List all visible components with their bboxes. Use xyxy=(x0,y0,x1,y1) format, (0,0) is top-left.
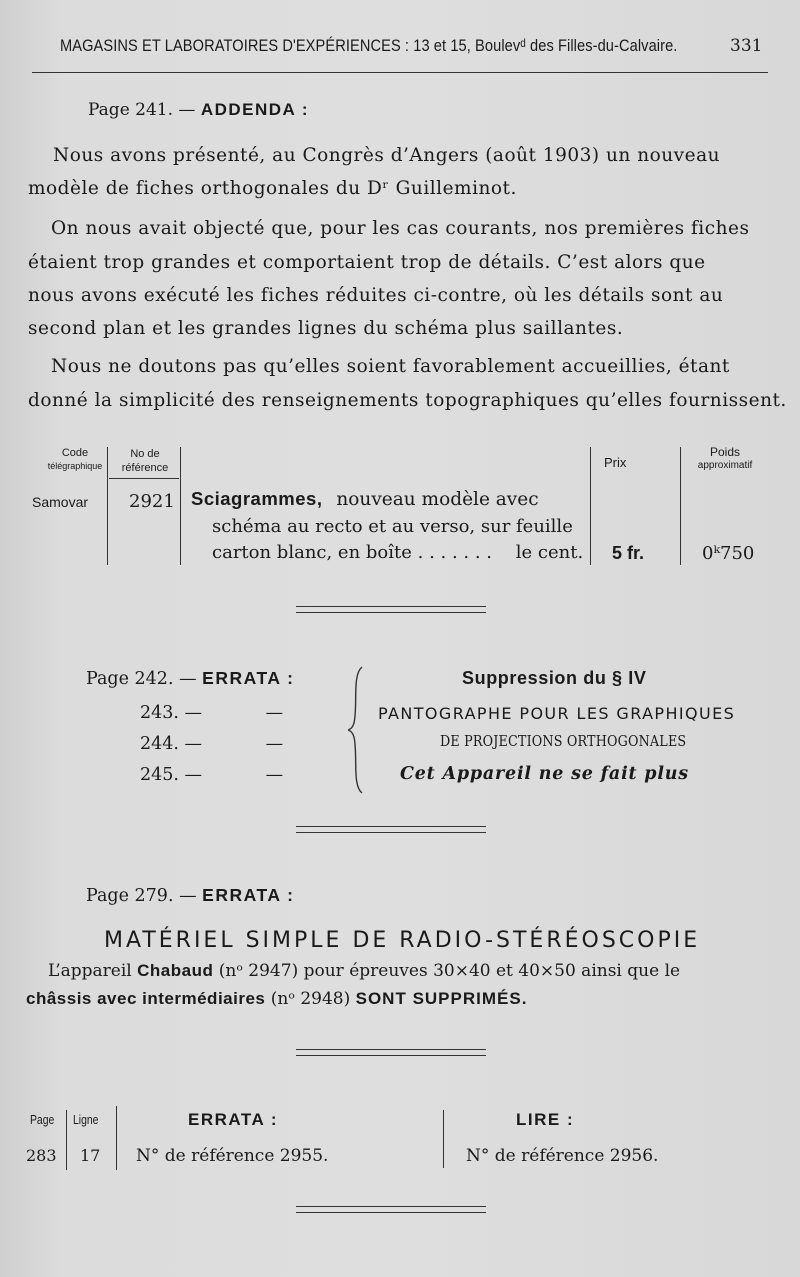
suppression-text: Suppression du § IV xyxy=(462,668,647,688)
errata-1-label: ERRATA : xyxy=(202,668,295,688)
col-code-line-1: Code xyxy=(61,447,89,459)
errata-1-line-3 xyxy=(140,734,283,754)
addenda-para-3-line-1: Nous ne doutons pas qu’elles soient favorablement accueillies, étant xyxy=(51,356,730,377)
addenda-page-ref: Page 241. — xyxy=(88,100,196,120)
errata-3-line: 17 xyxy=(80,1146,101,1165)
col-code-line-2: télégraphique xyxy=(47,461,103,471)
errata-2-page-ref: Page 279. — xyxy=(86,886,197,906)
errata-3-errata-value: N° de référence 2955. xyxy=(136,1146,329,1166)
errata-2-l1b: Chabaud xyxy=(137,961,214,980)
errata-3-lire-value: N° de référence 2956. xyxy=(466,1146,659,1166)
errata-1-dash-243: — xyxy=(265,703,284,723)
errata-3-divider-2 xyxy=(116,1106,117,1170)
errata-3-errata-label: ERRATA : xyxy=(188,1110,279,1129)
errata-1-page-242: Page 242. — xyxy=(86,669,197,689)
addenda-para-3-line-2: donné la simplicité des renseignements topographiques qu’elles fournissent. xyxy=(28,390,787,411)
table-divider-3 xyxy=(590,447,591,565)
errata-1-page-243: 243. — xyxy=(140,703,203,723)
col-weight-line-2: approximatif xyxy=(697,460,753,471)
col-page-header: Page xyxy=(30,1112,55,1127)
table-divider-1 xyxy=(107,447,108,565)
addenda-para-2-line-1: On nous avait objecté que, pour les cas courants, nos premières fiches xyxy=(51,218,750,239)
product-desc-line-2: schéma au recto et au verso, sur feuille xyxy=(212,516,573,537)
errata-2-l2a: châssis avec intermédiaires xyxy=(26,989,266,1008)
table-divider-2 xyxy=(180,447,181,565)
col-ref-line-1: No de xyxy=(130,448,160,460)
errata-1-line-4 xyxy=(140,765,283,785)
not-made-text: Cet Appareil ne se fait plus xyxy=(400,764,689,784)
errata-1-page-245: 245. — xyxy=(140,765,203,785)
errata-3-divider-3 xyxy=(443,1110,444,1168)
product-weight: 0ᵏ750 xyxy=(702,543,755,564)
product-desc-1: nouveau modèle avec xyxy=(336,489,539,510)
separator-2 xyxy=(296,826,486,833)
errata-1-line-2 xyxy=(140,703,283,723)
product-name: Sciagrammes, xyxy=(191,488,323,509)
product-desc-3: carton blanc, en boîte . . . . . . . xyxy=(212,542,493,563)
product-code: Samovar xyxy=(32,494,89,510)
col-header-price: Prix xyxy=(604,455,627,470)
table-divider-4 xyxy=(680,447,681,565)
errata-2-l1c: (nᵒ 2947) pour épreuves 30×40 et 40×50 ainsi que le xyxy=(218,961,681,981)
price-value: 5 fr. xyxy=(612,543,645,563)
errata-2-heading xyxy=(86,885,295,906)
col-header-weight xyxy=(682,446,768,472)
col-ref-line-2: référence xyxy=(121,462,169,474)
errata-3-divider-1 xyxy=(66,1110,67,1170)
addenda-label: ADDENDA : xyxy=(200,100,310,119)
col-line-header: Ligne xyxy=(73,1112,99,1127)
errata-1-page-244: 244. — xyxy=(140,734,203,754)
col-header-code xyxy=(40,447,110,473)
addenda-para-2-line-2: étaient trop grandes et comportaient trop de détails. C’est alors que xyxy=(28,252,706,273)
addenda-para-1-line-2: modèle de fiches orthogonales du Dʳ Guilleminot. xyxy=(28,178,517,199)
errata-2-l1a: L’appareil xyxy=(48,961,132,981)
addenda-para-2-line-4: second plan et les grandes lignes du schéma plus saillantes. xyxy=(28,318,624,339)
errata-1-dash-245: — xyxy=(265,765,284,785)
separator-4 xyxy=(296,1206,486,1213)
errata-3-page: 283 xyxy=(26,1146,57,1165)
col-weight-line-1: Poids xyxy=(709,445,741,459)
errata-2-title: MATÉRIEL SIMPLE DE RADIO-STÉRÉOSCOPIE xyxy=(104,928,701,953)
curly-brace xyxy=(348,665,368,795)
running-header: MAGASINS ET LABORATOIRES D'EXPÉRIENCES : 13 et 15, Boulevᵈ des Filles-du-Calvaire. xyxy=(60,36,678,55)
ref-header-rule xyxy=(109,478,179,479)
pantographe-text: PANTOGRAPHE POUR LES GRAPHIQUES xyxy=(378,704,736,723)
errata-2-l2b: (nᵒ 2948) xyxy=(270,989,351,1009)
addenda-para-2-line-3: nous avons exécuté les fiches réduites ci-contre, où les détails sont au xyxy=(28,285,724,306)
product-desc-line-1 xyxy=(191,488,539,510)
separator-1 xyxy=(296,606,486,613)
separator-3 xyxy=(296,1049,486,1056)
header-rule xyxy=(32,72,768,73)
product-ref: 2921 xyxy=(129,491,175,512)
col-header-ref xyxy=(110,447,180,475)
addenda-heading xyxy=(88,100,309,120)
errata-3-lire-label: LIRE : xyxy=(516,1110,575,1129)
errata-2-l2c: SONT SUPPRIMÉS. xyxy=(355,989,528,1008)
errata-2-label: ERRATA : xyxy=(202,885,295,905)
errata-1-dash-244: — xyxy=(265,734,284,754)
product-unit: le cent. xyxy=(515,542,584,563)
projections-text: DE PROJECTIONS ORTHOGONALES xyxy=(440,732,687,750)
page-number: 331 xyxy=(730,36,763,56)
errata-2-line-1 xyxy=(48,961,680,981)
errata-2-line-2 xyxy=(26,989,527,1009)
product-desc-line-3 xyxy=(212,542,583,563)
product-price xyxy=(612,543,644,564)
errata-1-line-1 xyxy=(86,668,295,689)
addenda-para-1-line-1: Nous avons présenté, au Congrès d’Angers (août 1903) un nouveau xyxy=(53,145,721,166)
